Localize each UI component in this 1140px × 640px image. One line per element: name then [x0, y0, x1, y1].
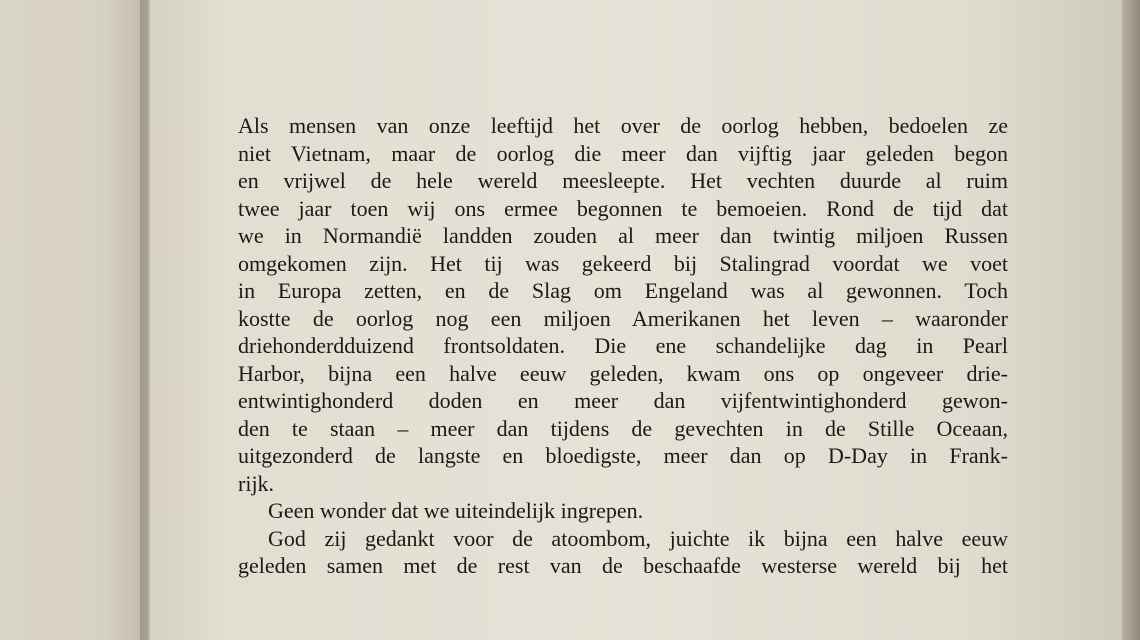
show-through-text: [860, 0, 1130, 90]
text-line: en vrijwel de hele wereld meesleepte. Het vechten duurde al ruim: [238, 168, 1008, 193]
text-line: kostte de oorlog nog een miljoen Amerikanen het leven – waaronder: [238, 305, 1008, 331]
text-line: omgekomen zijn. Het tij was gekeerd bij Stalingrad voordat we voet: [238, 250, 1008, 276]
text-line: Harbor, bijna een halve eeuw geleden, kwam ons op ongeveer drie-: [238, 360, 1008, 386]
text-line: entwintighonderd doden en meer dan vijfentwintighonderd gewon-: [238, 388, 1008, 413]
paragraph-1: [238, 112, 1008, 497]
text-line: twee jaar toen wij ons ermee begonnen te bemoeien. Rond de tijd dat: [238, 195, 1008, 221]
page-edge-shadow: [1122, 0, 1140, 640]
text-line: we in Normandië landden zouden al meer dan twintig miljoen Russen: [238, 223, 1008, 248]
text-line: Geen wonder dat we uiteindelijk ingrepen.: [268, 498, 644, 523]
text-line: in Europa zetten, en de Slag om Engeland was al gewonnen. Toch: [238, 278, 1008, 303]
text-line: God zij gedankt voor de atoombom, juichte ik bijna een halve eeuw: [268, 525, 1008, 551]
text-line: geleden samen met de rest van de beschaafde westerse wereld bij het: [238, 553, 1008, 578]
text-line: uitgezonderd de langste en bloedigste, meer dan op D-Day in Frank-: [238, 443, 1008, 468]
text-line: niet Vietnam, maar de oorlog die meer dan vijftig jaar geleden begon: [238, 140, 1008, 166]
text-line: Als mensen van onze leeftijd het over de oorlog hebben, bedoelen ze: [238, 113, 1008, 138]
text-line: driehonderdduizend frontsoldaten. Die ene schandelijke dag in Pearl: [238, 333, 1008, 358]
left-page: [0, 0, 148, 640]
paragraph-2: [238, 497, 1008, 525]
text-line: rijk.: [238, 470, 275, 496]
text-line: den te staan – meer dan tijdens de gevechten in de Stille Oceaan,: [238, 415, 1008, 441]
paragraph-3: [238, 525, 1008, 580]
body-text: [238, 112, 1008, 580]
